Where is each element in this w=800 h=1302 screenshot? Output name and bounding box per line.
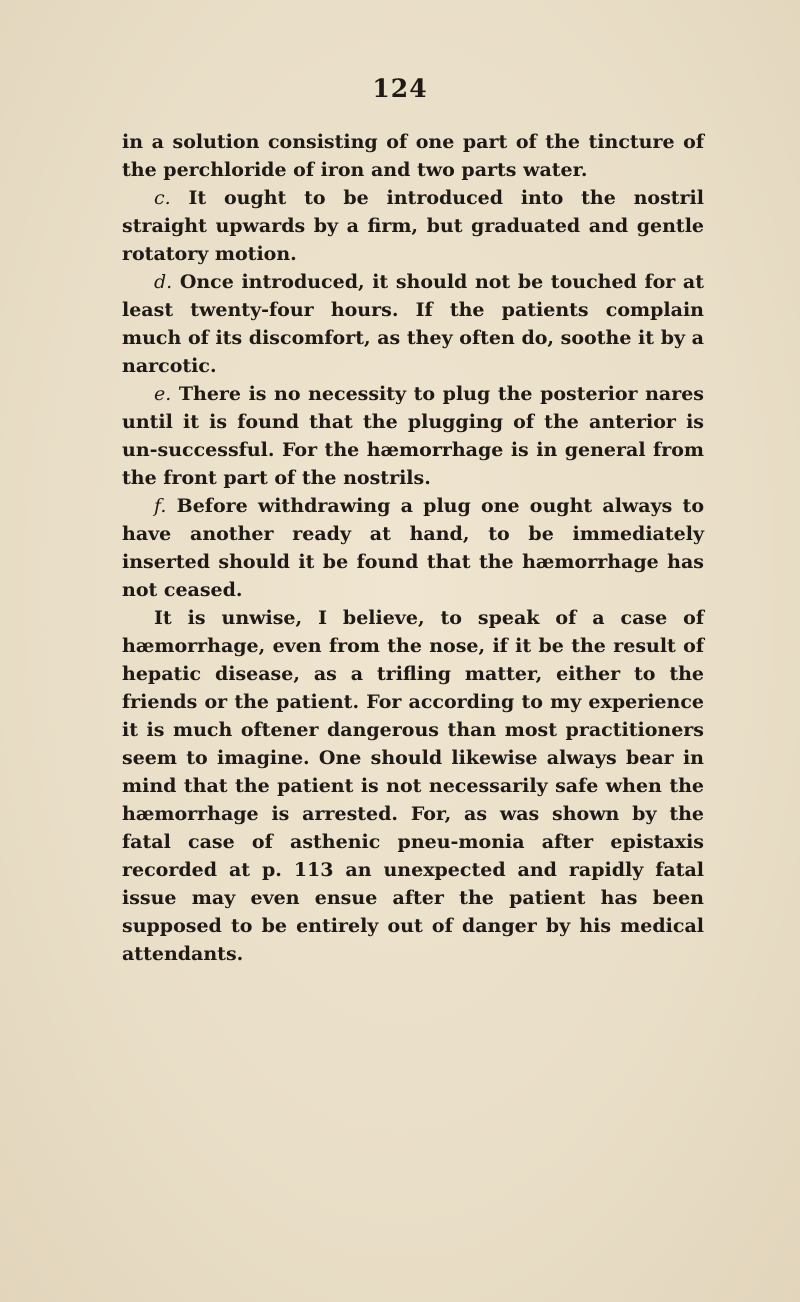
paragraph-text: It ought to be introduced into the nostril straight upwards by a firm, but graduated and gentle rotatory motion.	[122, 187, 704, 265]
paragraph-text: Before withdrawing a plug one ought always to have another ready at hand, to be immediately inserted should it be found that the hæmorrhage has not ceased.	[122, 495, 704, 601]
paragraph-text: in a solution consisting of one part of the tincture of the perchloride of iron and two parts water.	[122, 131, 704, 181]
paragraph	[122, 128, 704, 184]
paragraph	[122, 268, 704, 380]
paragraph	[122, 492, 704, 604]
paragraph	[122, 604, 704, 968]
page-number: 124	[372, 74, 428, 103]
body-text	[122, 128, 704, 968]
paragraph	[122, 184, 704, 268]
paragraph-text: It is unwise, I believe, to speak of a case of hæmorrhage, even from the nose, if it be the result of hepatic disease, as a trifling matter, either to the friends or the patient. For according to my experience it is much oftener dangerous than most practitioners seem to imagine. One should likewise always bear in mind that the patient is not necessarily safe when the hæmorrhage is arrested. For, as was shown by the fatal case of asthenic pneu-monia after epistaxis recorded at p. 113 an unexpected and rapidly fatal issue may even ensue after the patient has been supposed to be entirely out of danger by his medical attendants.	[122, 607, 704, 965]
paragraph-marker: c.	[154, 187, 171, 209]
paragraph-text: Once introduced, it should not be touched for at least twenty-four hours. If the patients complain much of its discomfort, as they often do, soothe it by a narcotic.	[122, 271, 704, 377]
paragraph-marker: f.	[154, 495, 167, 517]
paragraph-marker: d.	[154, 271, 173, 293]
paragraph	[122, 380, 704, 492]
paragraph-text: There is no necessity to plug the posterior nares until it is found that the plugging of the anterior is un-successful. For the hæmorrhage is in general from the front part of the nostrils.	[122, 383, 704, 489]
paragraph-marker: e.	[154, 383, 172, 405]
